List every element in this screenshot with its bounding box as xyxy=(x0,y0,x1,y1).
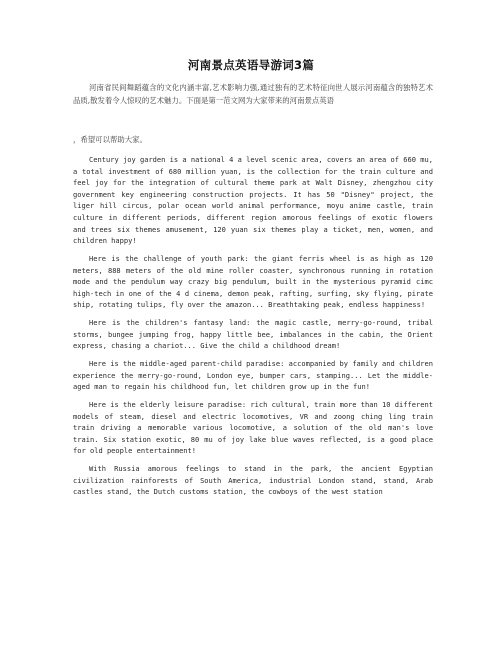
body-paragraph: Century joy garden is a national 4 a level scenic area, covers an area of 660 mu, a total investment of 680 million yuan, is the collection for the train culture and feel joy for the integration of cultural theme park at Walt Disney, zhengzhou city government key engineering construction projects. It has 50 "Disney" project, the liger hill circus, polar ocean world animal performance, moyu anime castle, train culture in different periods, different region amorous feelings of exotic flowers and trees six themes amusement, 120 yuan six themes play a ticket, men, women, and children happy! xyxy=(73,155,433,246)
body-paragraph: Here is the elderly leisure paradise: rich cultural, train more than 10 different models of steam, diesel and electric locomotives, VR and zoong ching ling train train driving a memorable various locomotive, a solution of the old man's love train. Six station exotic, 80 mu of joy lake blue waves reflected, is a good place for old people entertainment! xyxy=(73,400,433,456)
body-paragraph: Here is the middle-aged parent-child paradise: accompanied by family and children experience the merry-go-round, London eye, bumper cars, stamping... Let the middle-aged man to regain his childhood fun, let children grow up in the fun! xyxy=(73,359,433,392)
intro-paragraph: 河南省民间舞蹈蕴含的文化内涵丰富,艺术影响力强,通过独有的艺术特征向世人展示河南蕴含的独特艺术品质,散发着令人惊叹的艺术魅力。下面是第一范文网为大家带来的河南景点英语 xyxy=(73,83,433,106)
intro-tail-line: ，希望可以帮助大家。 xyxy=(73,135,147,144)
body-paragraph: Here is the children's fantasy land: the magic castle, merry-go-round, tribal storms, bungee jumping frog, happy little bee, imbalances in the cabin, the Orient express, chasing a chariot... Give the child a childhood dream! xyxy=(73,318,433,351)
body-paragraph: Here is the challenge of youth park: the giant ferris wheel is as high as 120 meters, 888 meters of the old mine roller coaster, synchronous running in rotation mode and the pendulum way crazy big pendulum, built in the mysterious pyramid cimc high-tech in one of the 4 d cinema, demon peak, rafting, surfing, sky flying, pirate ship, rotating tulips, fly over the amazon... Breathtaking peak, endless happiness! xyxy=(73,253,433,310)
document-body xyxy=(73,154,433,504)
document-title: 河南景点英语导游词3篇 xyxy=(187,58,315,72)
body-paragraph: With Russia amorous feelings to stand in the park, the ancient Egyptian civilization rainforests of South America, industrial London stand, stand, Arab castles stand, the Dutch customs station, the cowboys of the west station xyxy=(73,464,433,497)
